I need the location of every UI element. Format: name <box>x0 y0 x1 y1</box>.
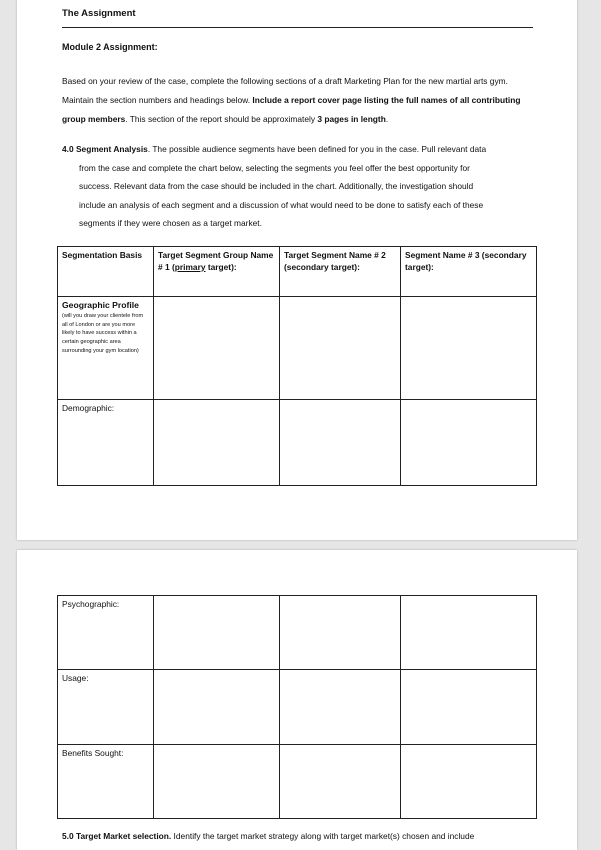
section-4-line-1: . The possible audience segments have been defined for you in the case. Pull relevant data <box>147 144 487 154</box>
table-cell[interactable] <box>401 297 537 400</box>
section-5-title: 5.0 Target Market selection. <box>62 831 172 841</box>
section-4-title: 4.0 Segment Analysis <box>62 144 148 154</box>
header-target-segment-2: Target Segment Name # 2 (secondary target): <box>280 247 401 297</box>
intro-bold-length: 3 pages in length <box>317 114 386 124</box>
section-5-paragraph <box>62 831 474 841</box>
module-title: Module 2 Assignment: <box>62 42 158 52</box>
table-cell[interactable] <box>401 745 537 819</box>
section-4-line-2: from the case and complete the chart below, selecting the segments you feel offer the best opportunity for <box>79 162 470 173</box>
table-cell[interactable] <box>401 670 537 745</box>
header-1-text: Target Segment Group Name # 1 ( <box>158 250 274 272</box>
document-page-2 <box>17 550 577 850</box>
table-cell[interactable] <box>280 745 401 819</box>
heading-rule <box>62 27 533 28</box>
section-4-line-4: include an analysis of each segment and a discussion of what would need to be done to satisfy each of these <box>79 199 484 210</box>
table-cell[interactable] <box>154 400 280 486</box>
intro-bold-cover-page: Include a report cover page listing the full names of all contributing group members <box>62 95 521 124</box>
table-row-psychographic <box>58 596 537 670</box>
table-cell[interactable] <box>280 670 401 745</box>
section-5-text: Identify the target market strategy along with target market(s) chosen and include <box>171 831 475 841</box>
header-segmentation-basis: Segmentation Basis <box>58 247 154 297</box>
table-row-benefits <box>58 745 537 819</box>
header-1-suffix: target): <box>205 262 237 272</box>
geographic-profile-label <box>58 297 154 400</box>
table-cell[interactable] <box>154 670 280 745</box>
geographic-title: Geographic Profile <box>62 300 139 310</box>
segment-table-part-2 <box>57 595 537 819</box>
table-cell[interactable] <box>154 297 280 400</box>
benefits-sought-label: Benefits Sought: <box>58 745 154 819</box>
table-row-geographic <box>58 297 537 400</box>
header-target-segment-1 <box>154 247 280 297</box>
intro-text-2: . This section of the report should be approximately <box>125 114 318 124</box>
table-cell[interactable] <box>280 596 401 670</box>
table-row-demographic <box>58 400 537 486</box>
header-1-underlined: primary <box>174 262 206 272</box>
table-row-usage <box>58 670 537 745</box>
table-header-row <box>58 247 537 297</box>
intro-paragraph <box>62 72 538 129</box>
header-segment-3: Segment Name # 3 (secondary target): <box>401 247 537 297</box>
section-4-line-5: segments if they were chosen as a target market. <box>79 218 262 229</box>
geographic-note: (will you draw your clientele from all of London or are you more likely to have success within a certain geographic area surrounding your gym location) <box>62 313 144 354</box>
table-cell[interactable] <box>280 297 401 400</box>
assignment-heading: The Assignment <box>62 8 136 19</box>
psychographic-label: Psychographic: <box>58 596 154 670</box>
intro-text-3: . <box>385 114 389 124</box>
table-cell[interactable] <box>154 745 280 819</box>
usage-label: Usage: <box>58 670 154 745</box>
document-page-1 <box>17 0 577 540</box>
section-4-line-3: success. Relevant data from the case should be included in the chart. Additionally, the investigation should <box>79 181 474 192</box>
table-cell[interactable] <box>154 596 280 670</box>
table-cell[interactable] <box>401 400 537 486</box>
section-4-paragraph <box>62 140 544 233</box>
table-cell[interactable] <box>280 400 401 486</box>
segment-table-part-1 <box>57 246 537 486</box>
intro-text-1: Based on your review of the case, complete the following sections of a draft Marketing Plan for the new martial arts gym. Maintain the section numbers and headings below. <box>62 76 508 105</box>
table-cell[interactable] <box>401 596 537 670</box>
demographic-label: Demographic: <box>58 400 154 486</box>
